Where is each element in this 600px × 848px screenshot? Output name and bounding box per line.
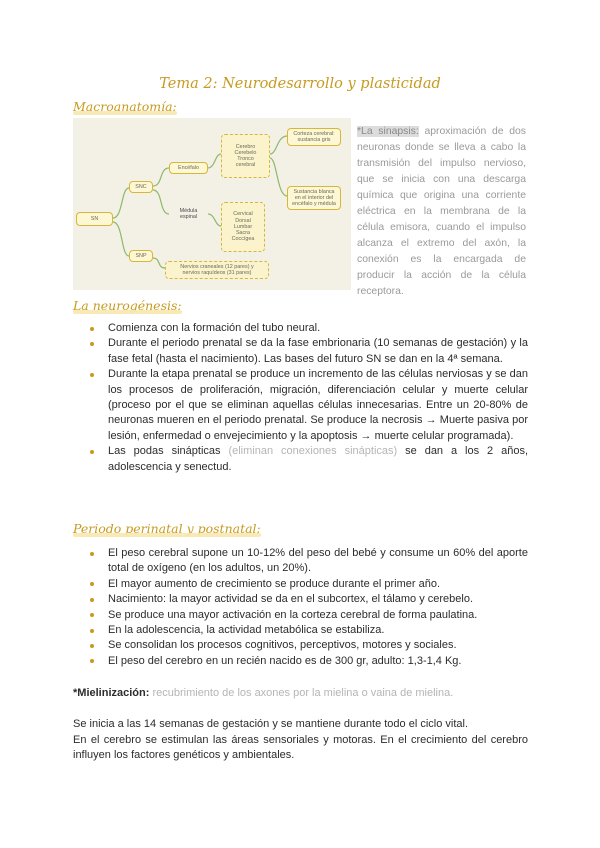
list-item: Se produce una mayor activación en la corteza cerebral de forma paulatina. (88, 608, 528, 623)
node-encefalo-partes: Cerebro Cerebelo Tronco cerebral (221, 134, 270, 178)
mielinizacion-definition (73, 686, 528, 701)
list-item: Comienza con la formación del tubo neural. (88, 321, 528, 336)
concept-map (73, 118, 351, 290)
node-medula: Médula espinal (179, 207, 198, 220)
list-item: Durante el periodo prenatal se da la fase embrionaria (10 semanas de gestación) y la fase fetal (hasta el nacimiento). Las bases del futuro SN se dan en la 4ª semana. (88, 336, 528, 367)
section-heading-perinatal: Periodo perinatal y postnatal: (73, 521, 261, 536)
sinapsis-term: *La sinapsis: (357, 126, 419, 137)
closing-paragraph-1: Se inicia a las 14 semanas de gestación y se mantiene durante todo el ciclo vital. (73, 718, 469, 730)
mielinizacion-term: *Mielinización: (73, 687, 150, 699)
mielinizacion-text: recubrimiento de los axones por la mielina o vaina de mielina. (149, 687, 454, 699)
list-item: El mayor aumento de crecimiento se produce durante el primer año. (88, 577, 528, 592)
list-item-podas (88, 444, 528, 475)
node-corteza: Corteza cerebral: sustancia gris (287, 128, 341, 146)
node-sn: SN (76, 212, 113, 226)
sinapsis-note (357, 124, 526, 300)
podas-after: se dan a los 2 años, adolescencia y senectud. (108, 445, 529, 473)
list-item: Se consolidan los procesos cognitivos, perceptivos, motores y sociales. (88, 638, 528, 653)
node-snp-nervios: Nervios craneales (12 pares) y nervios raquídeos (31 pares) (165, 261, 269, 279)
node-snp: SNP (129, 250, 153, 262)
node-sustancia-blanca: Sustancia blanca en el interior del encéfalo y médula (287, 186, 341, 210)
sinapsis-text: aproximación de dos neuronas donde se lleva a cabo la transmisión del impulso nervioso, que se inicia con una descarga química que origina una corriente eléctrica en la membrana de la célula emisora, cuando el impulso alcanza el extremo del axón, la conexión es la encargada de producir la acción de la célula receptora. (357, 126, 526, 297)
neurogenesis-list (88, 321, 528, 475)
list-item: El peso cerebral supone un 10-12% del peso del bebé y consume un 60% del aporte total de oxígeno (en los adultos, un 20%). (88, 546, 528, 577)
page-title: Tema 2: Neurodesarrollo y plasticidad (159, 76, 441, 92)
podas-muted: (eliminan conexiones sinápticas) (228, 445, 398, 458)
section-heading-neurogenesis: La neurogénesis: (73, 298, 182, 313)
podas-before: Las podas sinápticas (108, 445, 229, 458)
node-snc: SNC (129, 181, 153, 193)
node-encefalo: Encéfalo (169, 162, 208, 174)
perinatal-list (88, 546, 528, 669)
list-item: En la adolescencia, la actividad metabólica se estabiliza. (88, 623, 528, 638)
list-item: Durante la etapa prenatal se produce un incremento de las células nerviosas y se dan los procesos de proliferación, migración, diferenciación celular y muerte celular (proceso por el que se eliminan aquellas células innecesarias. Entre un 20-80% de neuronas mueren en el periodo prenatal. Se produce la necrosis → Muerte pasiva por lesión, enfermedad o envejecimiento y la apoptosis → muerte celular programada). (88, 367, 528, 444)
list-item: El peso del cerebro en un recién nacido es de 300 gr, adulto: 1,3-1,4 Kg. (88, 654, 528, 669)
list-item: Nacimiento: la mayor actividad se da en el subcortex, el tálamo y cerebelo. (88, 592, 528, 607)
closing-paragraph-2: En el cerebro se estimulan las áreas sensoriales y motoras. En el crecimiento del cerebro influyen los factores genéticos y ambientales. (73, 734, 528, 762)
section-heading-macroanatomia: Macroanatomía: (73, 99, 177, 114)
node-medula-partes: Cervical Dorsal Lumbar Sacra Coccígea (221, 202, 265, 252)
